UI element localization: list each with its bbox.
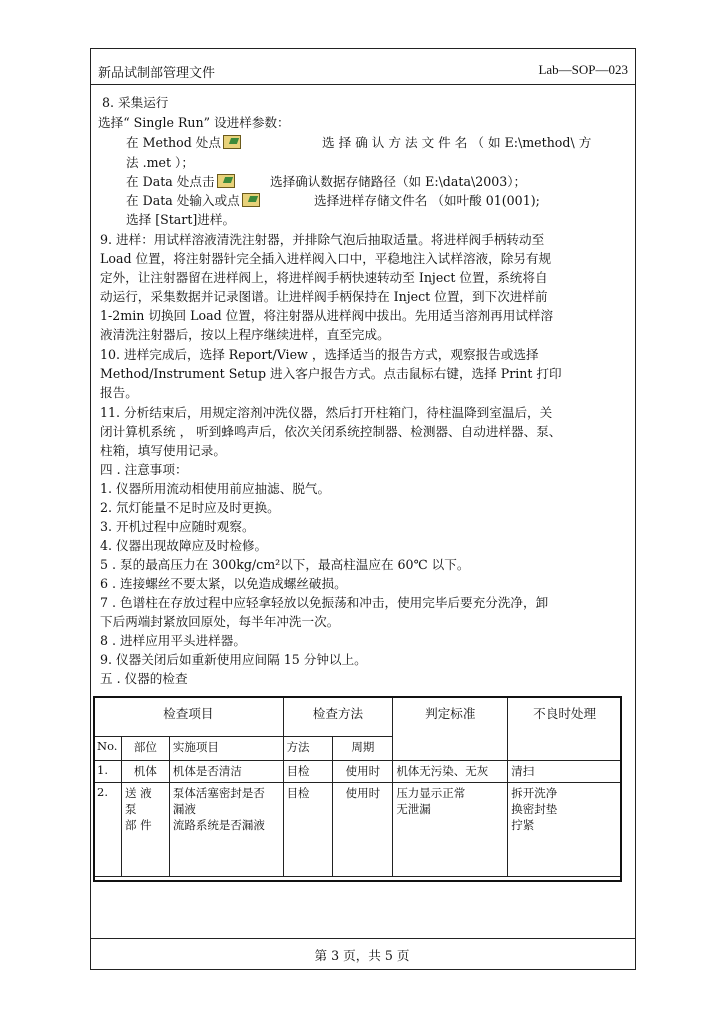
section-4-title: 四 . 注意事项： (100, 462, 188, 477)
cell-action: 机体是否清洁 (169, 761, 283, 783)
cell-method: 目检 (283, 761, 333, 783)
header-check-method: 检查方法 (283, 697, 393, 737)
cell-cycle: 使用时 (333, 783, 393, 877)
cell-method: 目检 (283, 783, 333, 877)
line-method-ext: 法 .met ）； (126, 155, 194, 170)
line-data-file-desc: 选择进样存储文件名 （如叶酸 01(001); (314, 193, 540, 208)
step-9-line5: 1-2min 切换回 Load 位置，将注射器从进样阀中拔出。先用适当溶剂再用试样溶 (100, 308, 554, 323)
note-7-line1: 7 . 色谱柱在存放过程中应轻拿轻放以免振荡和冲击，使用完毕后要充分洗净，卸 (100, 595, 549, 610)
line-method-text: 在 Method 处点 (126, 135, 221, 150)
line-data-path (126, 172, 237, 191)
step-9-line2: Load 位置，将注射器针完全插入进样阀入口中，平稳地注入试样溶液，除另有规 (100, 251, 552, 266)
step-11-line3: 柱箱，填写使用记录。 (100, 443, 226, 458)
note-8: 8 . 进样应用平头进样器。 (100, 633, 246, 648)
header-remedy: 不良时处理 (508, 697, 622, 761)
note-3: 3. 开机过程中应随时观察。 (100, 519, 255, 534)
cell-part: 机体 (121, 761, 169, 783)
step-9-line6: 液清洗注射器后，按以上程序继续进样，直至完成。 (100, 327, 390, 342)
line-data-file-text: 在 Data 处输入或点 (126, 193, 240, 208)
note-5: 5 . 泵的最高压力在 300kg/cm²以下，最高柱温应在 60℃ 以下。 (100, 557, 470, 572)
step-10-line2: Method/Instrument Setup 进入客户报告方式。点击鼠标右键，选择 Print 打印 (100, 366, 562, 381)
cell-part: 送 液 泵 部 件 (121, 783, 169, 877)
step-11-line2: 闭计算机系统 ， 听到蜂鸣声后，依次关闭系统控制器、检测器、自动进样器、泵、 (100, 424, 562, 439)
cell-cycle: 使用时 (333, 761, 393, 783)
inspection-table (93, 696, 622, 877)
note-6: 6 . 连接螺丝不要太紧，以免造成螺丝破损。 (100, 576, 347, 591)
step-10-line1: 10. 进样完成后，选择 Report/View ，选择适当的报告方式，观察报告或选择 (100, 347, 539, 362)
line-select-single-run: 选择“ Single Run” 设进样参数： (98, 115, 290, 130)
line-start: 选择 [Start]进样。 (126, 212, 236, 227)
cell-remedy: 拆开洗净 换密封垫 拧紧 (508, 783, 622, 877)
line-data-file (126, 191, 262, 210)
step-10-line3: 报告。 (100, 385, 138, 400)
step-11-line1: 11. 分析结束后，用规定溶剂冲洗仪器，然后打开柱箱门，待柱温降到室温后，关 (100, 405, 553, 420)
step-9-line1: 9. 进样：用试样溶液清洗注射器，并排除气泡后抽取适量。将进样阀手柄转动至 (100, 232, 545, 247)
step-9-line4: 动运行，采集数据并记录图谱。让进样阀手柄保持在 Inject 位置，到下次进样前 (100, 289, 548, 304)
header-cycle: 周期 (333, 737, 393, 761)
header-check-item: 检查项目 (94, 697, 284, 737)
page-number: 第 3 页，共 5 页 (314, 948, 410, 963)
line-8-title: 8. 采集运行 (102, 95, 169, 110)
cell-criteria: 机体无污染、无灰 (393, 761, 508, 783)
header-criteria: 判定标准 (393, 697, 508, 761)
cell-no: 1. (94, 761, 122, 783)
note-4: 4. 仪器出现故障应及时检修。 (100, 538, 268, 553)
header-divider (91, 84, 635, 85)
cell-criteria: 压力显示正常 无泄漏 (393, 783, 508, 877)
open-folder-icon[interactable] (242, 193, 260, 207)
footer-divider (91, 938, 635, 939)
header-no: No. (94, 737, 122, 761)
header-method: 方法 (283, 737, 333, 761)
open-folder-icon[interactable] (217, 174, 235, 188)
cell-no: 2. (94, 783, 122, 877)
cell-action: 泵体活塞密封是否 漏液 流路系统是否漏液 (169, 783, 283, 877)
note-1: 1. 仪器所用流动相使用前应抽滤、脱气。 (100, 481, 331, 496)
table-row (94, 783, 622, 877)
line-method-desc: 选 择 确 认 方 法 文 件 名 （ 如 E:\method\ 方 (322, 135, 592, 150)
cell-remedy: 清扫 (508, 761, 622, 783)
line-method (126, 133, 243, 152)
step-9-line3: 定外，让注射器留在进样阀上，将进样阀手柄快速转动至 Inject 位置，系统将自 (100, 270, 548, 285)
header-action: 实施项目 (169, 737, 283, 761)
line-data-path-text: 在 Data 处点击 (126, 174, 215, 189)
header-left: 新品试制部管理文件 (98, 66, 216, 81)
header-part: 部位 (121, 737, 169, 761)
note-7-line2: 下后两端封紧放回原处，每半年冲洗一次。 (100, 614, 340, 629)
table-row (94, 761, 622, 783)
table-header-row-1 (94, 697, 622, 737)
note-2: 2. 氘灯能量不足时应及时更换。 (100, 500, 280, 515)
line-data-path-desc: 选择确认数据存储路径（如 E:\data\2003）； (270, 174, 527, 189)
open-folder-icon[interactable] (223, 135, 241, 149)
note-9: 9. 仪器关闭后如重新使用应间隔 15 分钟以上。 (100, 652, 367, 667)
section-5-title: 五 . 仪器的检查 (100, 671, 188, 686)
header-right: Lab—SOP—023 (538, 62, 628, 77)
